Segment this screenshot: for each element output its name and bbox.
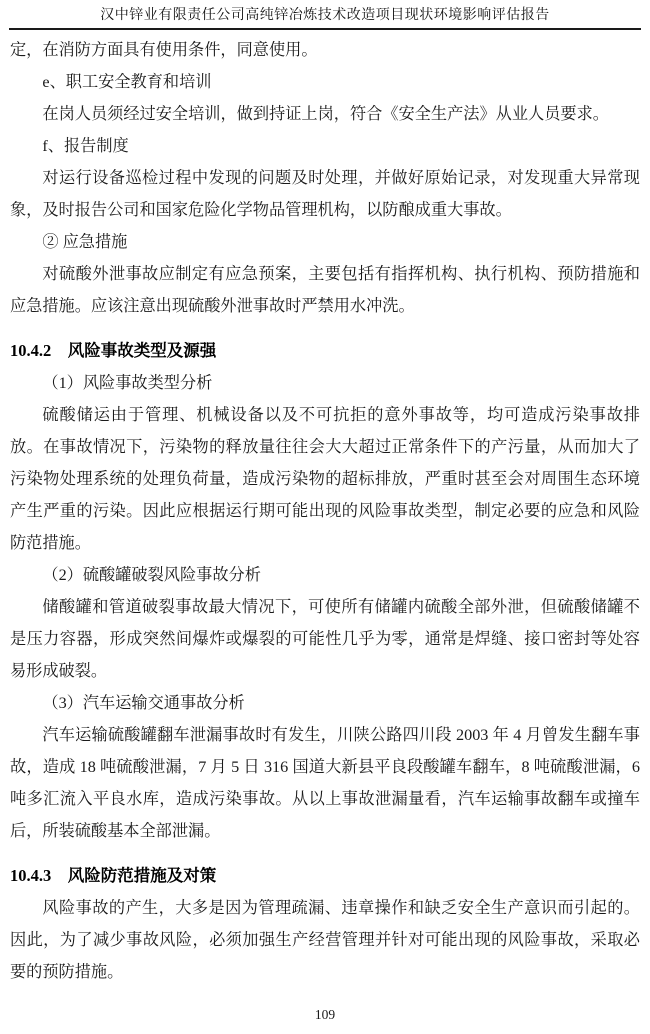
section-heading-10-4-3: 10.4.3 风险防范措施及对策 xyxy=(10,866,217,885)
subitem-heading-3: （3）汽车运输交通事故分析 xyxy=(42,694,245,712)
paragraph: 定，在消防方面具有使用条件，同意使用。 xyxy=(10,41,318,59)
list-item-f: f、报告制度 xyxy=(42,137,129,155)
subitem-heading-2: （2）硫酸罐破裂风险事故分析 xyxy=(42,566,261,584)
running-header-title: 汉中锌业有限责任公司高纯锌冶炼技术改造项目现状环境影响评估报告 xyxy=(100,8,550,23)
paragraph: 对硫酸外泄事故应制定有应急预案，主要包括有指挥机构、执行机构、预防措施和应急措施。应该注意出现硫酸外泄事故时严禁用水冲洗。 xyxy=(10,265,640,315)
list-item-circled-2: ② 应急措施 xyxy=(42,233,128,251)
page-number: 109 xyxy=(314,1007,336,1022)
paragraph: 风险事故的产生，大多是因为管理疏漏、违章操作和缺乏安全生产意识而引起的。因此，为了减少事故风险，必须加强生产经营管理并针对可能出现的风险事故，采取必要的预防措施。 xyxy=(10,899,640,981)
paragraph: 在岗人员须经过安全培训，做到持证上岗，符合《安全生产法》从业人员要求。 xyxy=(42,105,609,123)
running-header xyxy=(0,0,650,30)
paragraph: 汽车运输硫酸罐翻车泄漏事故时有发生，川陕公路四川段 2003 年 4 月曾发生翻车事故，造成 18 吨硫酸泄漏，7 月 5 日 316 国道大新县平良段酸罐车翻车，8 吨硫酸泄漏，6 吨多汇流入平良水库，造成污染事故。从以上事故泄漏量看，汽车运输事故翻车或撞车后，所装硫酸基本全部泄漏。 xyxy=(10,726,640,840)
paragraph: 硫酸储运由于管理、机械设备以及不可抗拒的意外事故等，均可造成污染事故排放。在事故情况下，污染物的释放量往往会大大超过正常条件下的产污量，从而加大了污染物处理系统的处理负荷量，造成污染物的超标排放，严重时甚至会对周围生态环境产生严重的污染。因此应根据运行期可能出现的风险事故类型，制定必要的应急和风险防范措施。 xyxy=(10,406,640,552)
document-body xyxy=(0,30,650,988)
section-heading-10-4-2: 10.4.2 风险事故类型及源强 xyxy=(10,341,217,360)
paragraph: 储酸罐和管道破裂事故最大情况下，可使所有储罐内硫酸全部外泄，但硫酸储罐不是压力容器，形成突然间爆炸或爆裂的可能性几乎为零，通常是焊缝、接口密封等处容易形成破裂。 xyxy=(10,598,640,680)
paragraph: 对运行设备巡检过程中发现的问题及时处理，并做好原始记录，对发现重大异常现象，及时报告公司和国家危险化学物品管理机构，以防酿成重大事故。 xyxy=(10,169,640,219)
page-footer xyxy=(0,1006,650,1024)
list-item-e: e、职工安全教育和培训 xyxy=(42,73,212,91)
subitem-heading-1: （1）风险事故类型分析 xyxy=(42,374,213,392)
